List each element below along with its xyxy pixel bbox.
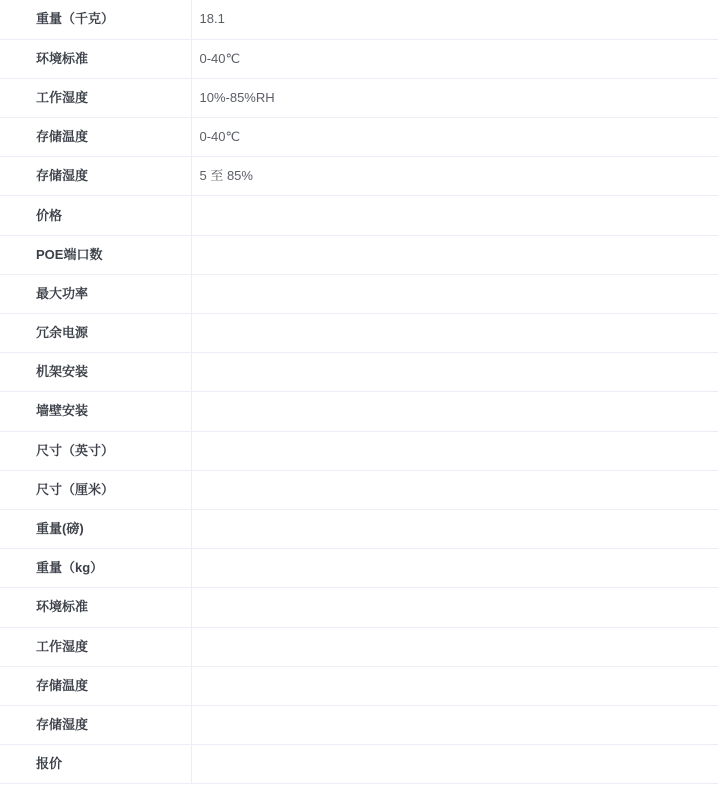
table-row: [0, 666, 718, 705]
table-row: [0, 745, 718, 784]
spec-value: [191, 509, 718, 548]
spec-label: 存储温度: [0, 666, 191, 705]
spec-value: 18.1: [191, 0, 718, 39]
spec-value: [191, 314, 718, 353]
table-row: [0, 274, 718, 313]
spec-value: [191, 353, 718, 392]
spec-value: 0-40℃: [191, 39, 718, 78]
spec-value: [191, 705, 718, 744]
spec-value: [191, 745, 718, 784]
spec-value: [191, 470, 718, 509]
table-row: [0, 392, 718, 431]
spec-label: 工作湿度: [0, 627, 191, 666]
spec-value: [191, 627, 718, 666]
table-row: [0, 705, 718, 744]
spec-value: [191, 274, 718, 313]
spec-value: 10%-85%RH: [191, 78, 718, 117]
table-row: [0, 39, 718, 78]
spec-label: 最大功率: [0, 274, 191, 313]
table-row: [0, 549, 718, 588]
spec-label: 价格: [0, 196, 191, 235]
table-row: [0, 78, 718, 117]
spec-label: 重量（千克）: [0, 0, 191, 39]
spec-value: 5 至 85%: [191, 157, 718, 196]
spec-label: 尺寸（厘米）: [0, 470, 191, 509]
spec-label: 环境标准: [0, 39, 191, 78]
table-row: [0, 314, 718, 353]
spec-label: 重量(磅): [0, 509, 191, 548]
spec-label: 重量（kg）: [0, 549, 191, 588]
spec-label: 墙壁安装: [0, 392, 191, 431]
table-row: [0, 0, 718, 39]
spec-label: 工作湿度: [0, 78, 191, 117]
table-row: [0, 157, 718, 196]
table-row: [0, 196, 718, 235]
spec-value: [191, 549, 718, 588]
spec-value: [191, 431, 718, 470]
spec-label: 存储温度: [0, 118, 191, 157]
table-row: [0, 509, 718, 548]
spec-label: 机架安装: [0, 353, 191, 392]
spec-label: 环境标准: [0, 588, 191, 627]
table-row: [0, 588, 718, 627]
spec-label: 冗余电源: [0, 314, 191, 353]
table-row: [0, 470, 718, 509]
spec-value: [191, 235, 718, 274]
spec-label: POE端口数: [0, 235, 191, 274]
spec-value: [191, 392, 718, 431]
spec-value: [191, 588, 718, 627]
spec-value: [191, 666, 718, 705]
table-row: [0, 627, 718, 666]
spec-label: 报价: [0, 745, 191, 784]
spec-value: [191, 196, 718, 235]
table-row: [0, 118, 718, 157]
spec-label: 存储湿度: [0, 705, 191, 744]
spec-label: 存储湿度: [0, 157, 191, 196]
table-row: [0, 235, 718, 274]
spec-value: 0-40℃: [191, 118, 718, 157]
spec-label: 尺寸（英寸）: [0, 431, 191, 470]
table-row: [0, 353, 718, 392]
table-row: [0, 431, 718, 470]
